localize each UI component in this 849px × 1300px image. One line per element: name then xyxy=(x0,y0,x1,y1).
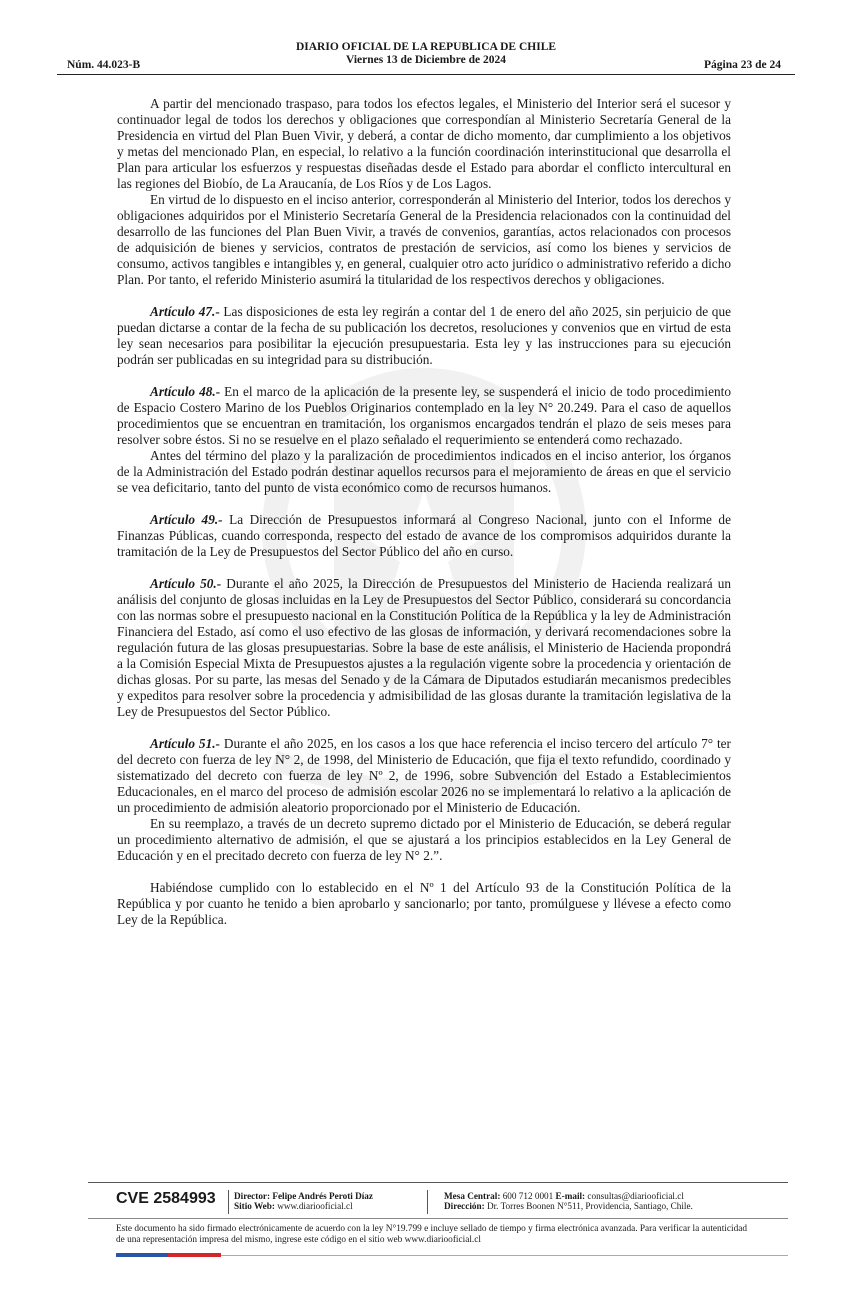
promulgation-paragraph: Habiéndose cumplido con lo establecido en el Nº 1 del Artículo 93 de la Constitución Política de la República y por cuanto he tenido a bien aprobarlo y sancionarlo; por tanto, promúlguese y llévese a efecto como Ley de la República. xyxy=(117,880,731,927)
paragraph: A partir del mencionado traspaso, para todos los efectos legales, el Ministerio del Interior será el sucesor y continuador legal de todos los derechos y obligaciones que correspondían al Ministerio Secretaría General de la Presidencia en virtud del Plan Buen Vivir, y deberá, a contar de dicho momento, dar cumplimiento a los objetivos y metas del mencionado Plan, en especial, lo relativo a la función coordinación interinstitucional que desarrolla el Plan para articular los esfuerzos y respuestas diseñadas desde el Estado para abordar el conflicto intercultural en las regiones del Biobío, de La Araucanía, de Los Ríos y de Los Lagos. xyxy=(117,96,731,191)
cve-code: CVE 2584993 xyxy=(116,1190,216,1207)
website-link[interactable]: www.diariooficial.cl xyxy=(274,1201,353,1211)
issue-number: Núm. 44.023-B xyxy=(67,59,141,71)
header-divider xyxy=(57,74,795,75)
web-label: Sitio Web: xyxy=(234,1201,275,1211)
article-label: Artículo 47.- xyxy=(150,304,220,319)
email-label: E-mail: xyxy=(555,1191,586,1201)
article-label: Artículo 49.- xyxy=(150,512,223,527)
flag-bar-blue xyxy=(116,1253,168,1257)
article-48 xyxy=(117,384,731,448)
page-header xyxy=(57,41,795,75)
article-50 xyxy=(117,576,731,720)
phone-label: Mesa Central: xyxy=(444,1191,501,1201)
director-label: Director: xyxy=(234,1191,271,1201)
article-label: Artículo 50.- xyxy=(150,576,222,591)
article-49 xyxy=(117,512,731,560)
address: Dr. Torres Boonen N°511, Providencia, Santiago, Chile. xyxy=(484,1201,693,1211)
footer-separator xyxy=(427,1190,428,1214)
paragraph: En su reemplazo, a través de un decreto supremo dictado por el Ministerio de Educación, se deberá regular un procedimiento alternativo de admisión, el que se ajustará a los principios establecidos en la Ley General de Educación y en el precitado decreto con fuerza de ley N° 2.”. xyxy=(117,816,731,863)
article-51 xyxy=(117,736,731,816)
article-text: Durante el año 2025, en los casos a los que hace referencia el inciso tercero del artículo 7° ter del decreto con fuerza de ley N° 2, de 1998, del Ministerio de Educación, que fija el texto refundido, coordinado y sistematizado del decreto con fuerza de ley Nº 2, de 1996, sobre Subvención del Estado a Establecimientos Educacionales, en el marco del proceso de admisión escolar 2026 no se implementará lo relativo a la aplicación de un procedimiento de admisión aleatorio proporcionado por el Ministerio de Educación. xyxy=(117,736,731,815)
publication-date: Viernes 13 de Diciembre de 2024 xyxy=(345,54,506,66)
phone-number: 600 712 0001 xyxy=(500,1191,556,1201)
masthead xyxy=(57,41,795,67)
article-label: Artículo 48.- xyxy=(150,384,221,399)
article-text: Las disposiciones de esta ley regirán a contar del 1 de enero del año 2025, sin perjuicio de que puedan dictarse a contar de la fecha de su publicación los decretos, resoluciones y convenios que en virtud de esta ley sean necesarios para posibilitar la ejecución presupuestaria. Esta ley y las instrucciones para su ejecución podrán ser publicadas en su integridad para su distribución. xyxy=(117,304,731,367)
article-text: La Dirección de Presupuestos informará al Congreso Nacional, junto con el Informe de Finanzas Públicas, cuando corresponda, respecto del estado de avance de los compromisos adquiridos durante la tramitación de la Ley de Presupuestos del Sector Público del año en curso. xyxy=(117,512,731,559)
article-text: En el marco de la aplicación de la presente ley, se suspenderá el inicio de todo procedimiento de Espacio Costero Marino de los Pueblos Originarios contemplado en la ley N° 20.249. Para el caso de aquellos procedimientos que se encuentran en tramitación, los organismos encargados tendrán el plazo de seis meses para resolver sobre éstos. Si no se resuelve en el plazo señalado el requerimiento se entenderá como rechazado. xyxy=(117,384,731,447)
footer-separator xyxy=(228,1190,229,1214)
document-body xyxy=(117,96,731,928)
address-label: Dirección: xyxy=(444,1201,485,1211)
flag-bar-red xyxy=(168,1253,221,1257)
article-47 xyxy=(117,304,731,368)
article-label: Artículo 51.- xyxy=(150,736,220,751)
footer-contact-block xyxy=(444,1191,693,1211)
publication-title: DIARIO OFICIAL DE LA REPUBLICA DE CHILE xyxy=(295,41,557,53)
email-link[interactable]: consultas@diariooficial.cl xyxy=(585,1191,684,1201)
footer-divider xyxy=(88,1218,788,1219)
footer-director-block xyxy=(234,1191,373,1211)
footer-bottom-rule xyxy=(221,1255,788,1256)
paragraph: Antes del término del plazo y la paralización de procedimientos indicados en el inciso anterior, los órganos de la Administración del Estado podrán destinar aquellos recursos para el mejoramiento de áreas en que el servicio se vea deficitario, tanto del punto de vista económico como de recursos humanos. xyxy=(117,448,731,495)
article-text: Durante el año 2025, la Dirección de Presupuestos del Ministerio de Hacienda realizará un análisis del conjunto de glosas incluidas en la Ley de Presupuestos del Sector Público, considerará su concordancia con las normas sobre el presupuesto nacional en la Constitución Política de la República y la ley de Administración Financiera del Estado, así como el uso efectivo de las glosas de información, y derivará recomendaciones sobre la regulación futura de las glosas presupuestarias. Sobre la base de este análisis, el Ministerio de Hacienda propondrá a la Comisión Especial Mixta de Presupuestos ajustes a la regulación vigente sobre la procedencia y orientación de dichas glosas. Por su parte, las mesas del Senado y de la Cámara de Diputados estudiarán mecanismos predecibles y expeditos para resolver sobre la procedencia y admisibilidad de las glosas durante la tramitación legislativa de la Ley de Presupuestos del Sector Público. xyxy=(117,576,731,719)
director-name: Felipe Andrés Peroti Díaz xyxy=(270,1191,373,1201)
paragraph: En virtud de lo dispuesto en el inciso anterior, corresponderán al Ministerio del Interior, todos los derechos y obligaciones adquiridos por el Ministerio Secretaría General de la Presidencia relacionados con la continuidad del desarrollo de las funciones del Plan Buen Vivir, a través de convenios, garantías, actos relacionados con procesos de adquisición de bienes y servicios, contratos de prestación de servicios, así como los bienes y servicios de consumo, activos tangibles e intangibles y, en general, cualquier otro acto jurídico o administrativo referido a dicho Plan. Por tanto, el referido Ministerio asumirá la titularidad de los respectivos derechos y obligaciones. xyxy=(117,192,731,287)
signature-note: Este documento ha sido firmado electrónicamente de acuerdo con la ley N°19.799 e incluye sellado de tiempo y firma electrónica avanzada. Para verificar la autenticidad de una representación impresa del mismo, ingrese este código en el sitio web www.diariooficial.cl xyxy=(116,1224,747,1245)
page-number: Página 23 de 24 xyxy=(704,59,781,71)
footer-divider xyxy=(88,1182,788,1183)
